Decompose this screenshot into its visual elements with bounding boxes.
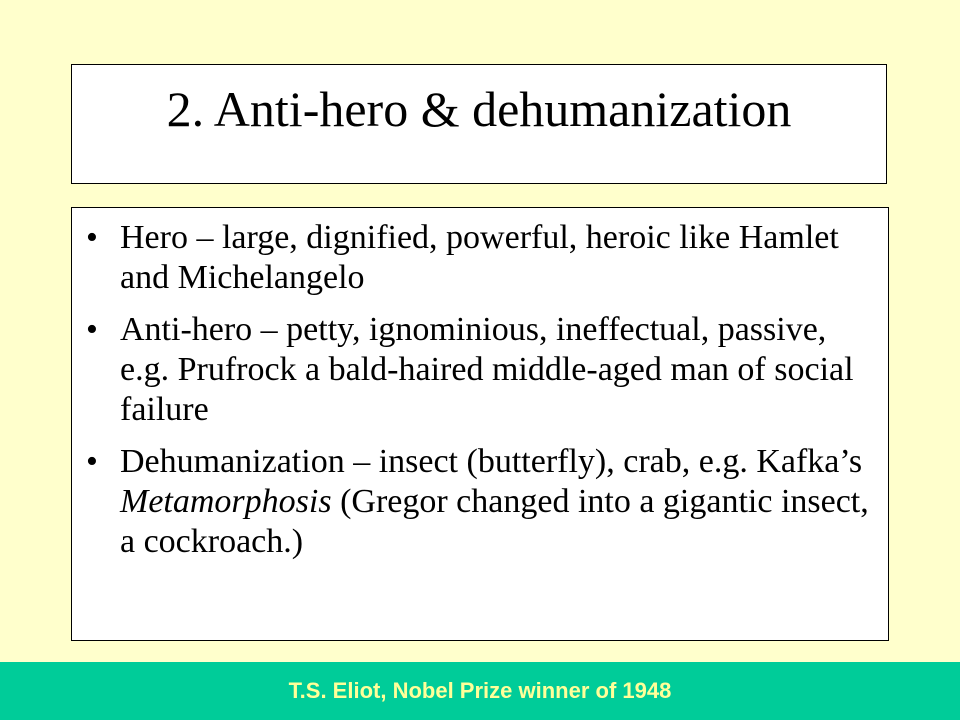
bullet-anti-hero — [86, 310, 876, 430]
bullet-marker: • — [86, 443, 98, 480]
book-title: Metamorphosis — [120, 483, 332, 520]
bullet-text-end: (Gregor changed into a gigantic insect, a cockroach.) — [120, 483, 869, 560]
bullet-dehumanization — [86, 442, 876, 562]
bullet-text-start: Dehumanization – insect (butterfly), crab, e.g. Kafka’s — [120, 443, 863, 480]
content-box — [71, 207, 889, 641]
bullet-text: Anti-hero – petty, ignominious, ineffectual, passive, e.g. Prufrock a bald-haired middle-aged man of social failure — [120, 311, 854, 428]
bullet-hero — [86, 218, 876, 298]
title-box — [71, 64, 887, 184]
footer-caption: T.S. Eliot, Nobel Prize winner of 1948 — [288, 678, 672, 703]
bullet-text: Hero – large, dignified, powerful, heroic like Hamlet and Michelangelo — [120, 219, 839, 296]
bullet-marker: • — [86, 219, 98, 256]
footer-bar — [0, 662, 960, 720]
bullet-marker: • — [86, 311, 98, 348]
slide-title: 2. Anti-hero & dehumanization — [166, 81, 792, 137]
bullet-list — [86, 218, 876, 574]
